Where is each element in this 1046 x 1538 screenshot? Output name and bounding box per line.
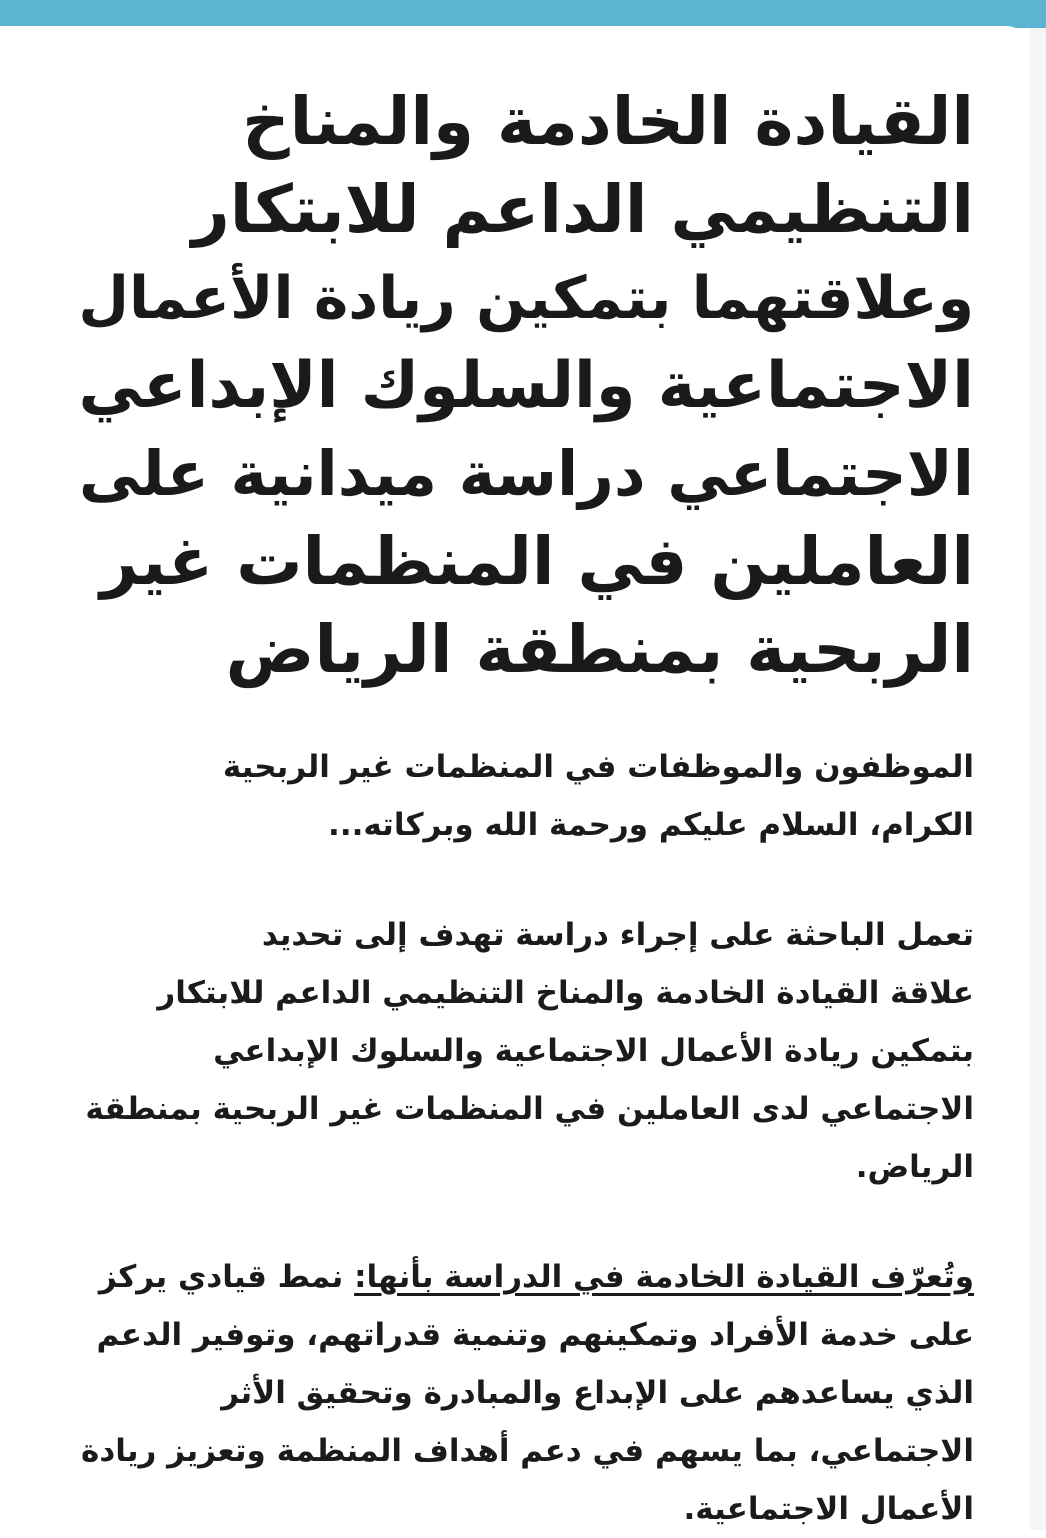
article-content (60, 78, 974, 1538)
title-line: الاجتماعية والسلوك الإبداعي (78, 349, 974, 423)
intro-line: الاجتماعي لدى العاملين في المنظمات غير الربحية بمنطقة (85, 1091, 974, 1127)
definition-line: الذي يساعدهم على الإبداع والمبادرة وتحقيق الأثر (221, 1375, 974, 1411)
definition-line: الاجتماعي، بما يسهم في دعم أهداف المنظمة وتعزيز ريادة (81, 1433, 974, 1469)
survey-title (60, 78, 974, 694)
greeting-line: الموظفون والموظفات في المنظمات غير الربحية (222, 749, 974, 785)
title-line: القيادة الخادمة والمناخ (242, 83, 974, 160)
definition-term: وتُعرّف القيادة الخادمة في الدراسة بأنها: (354, 1259, 974, 1295)
title-line: الاجتماعي دراسة ميدانية على (78, 438, 974, 510)
intro-line: علاقة القيادة الخادمة والمناخ التنظيمي الداعم للابتكار (157, 975, 974, 1011)
top-accent-bar (0, 0, 1046, 28)
intro-line: الرياض. (855, 1149, 974, 1185)
definition-first-line (60, 1248, 974, 1306)
greeting-paragraph (60, 738, 974, 854)
title-line: وعلاقتهما بتمكين ريادة الأعمال (78, 264, 974, 332)
intro-line: تعمل الباحثة على إجراء دراسة تهدف إلى تحديد (261, 917, 974, 953)
title-line: العاملين في المنظمات غير (100, 523, 974, 600)
title-line: التنظيمي الداعم للابتكار (191, 171, 974, 248)
paragraph-spacer (60, 854, 974, 906)
intro-paragraph (60, 906, 974, 1196)
paragraph-spacer (60, 1196, 974, 1248)
definition-paragraph (60, 1248, 974, 1538)
definition-line: الأعمال الاجتماعية. (683, 1491, 974, 1527)
greeting-line: الكرام، السلام عليكم ورحمة الله وبركاته... (328, 807, 974, 843)
title-line: الربحية بمنطقة الرياض (225, 611, 974, 688)
definition-text: نمط قيادي يركز (98, 1259, 355, 1295)
page-edge (1030, 28, 1046, 1530)
intro-line: بتمكين ريادة الأعمال الاجتماعية والسلوك الإبداعي (213, 1033, 974, 1069)
definition-line: على خدمة الأفراد وتمكينهم وتنمية قدراتهم، وتوفير الدعم (96, 1317, 974, 1353)
